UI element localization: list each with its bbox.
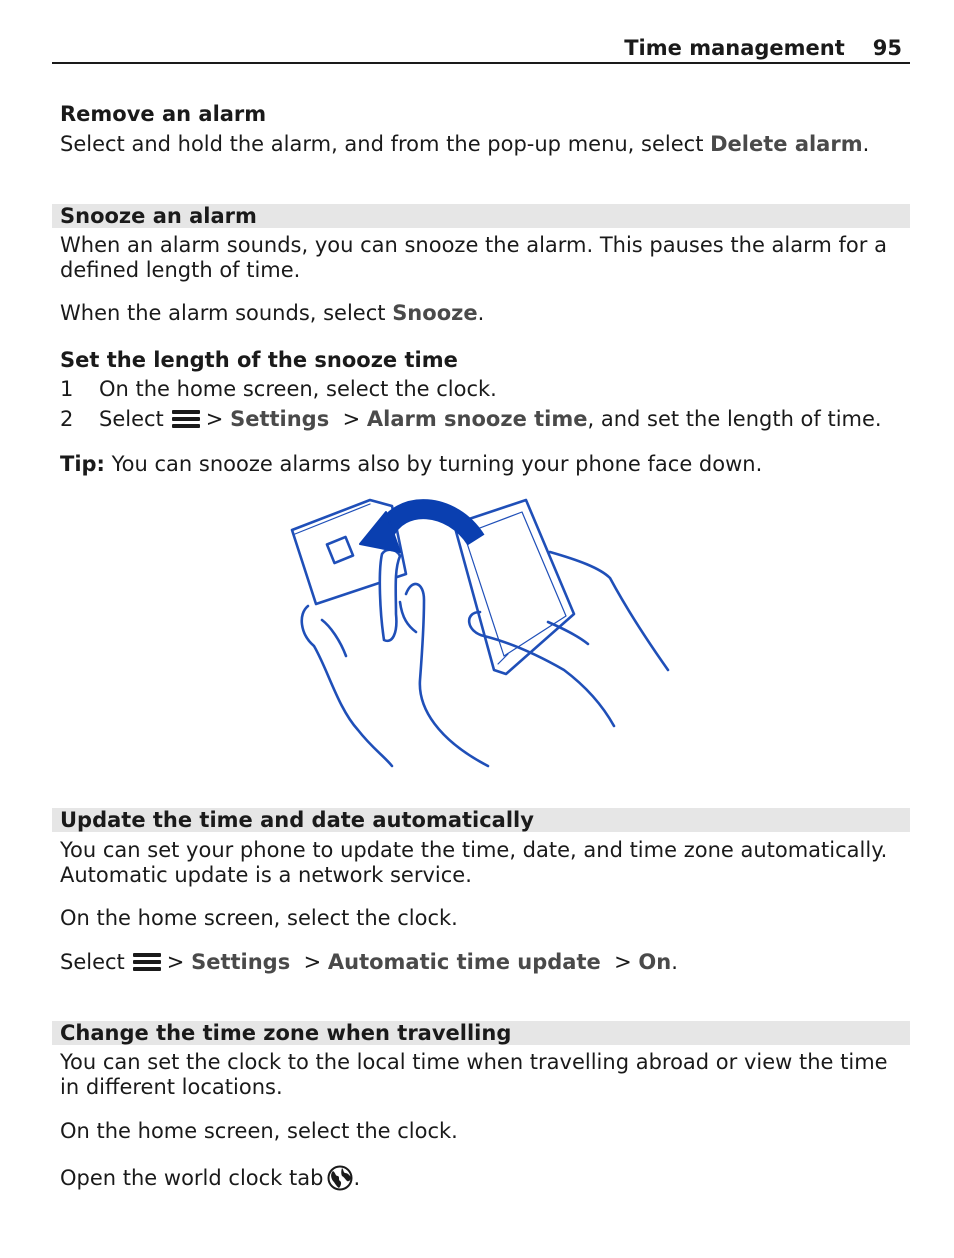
snooze-instruction-end: .: [477, 301, 485, 325]
remove-alarm-text-end: .: [862, 132, 870, 156]
world-clock-instruction: [60, 1165, 910, 1191]
tip: [60, 452, 910, 477]
tip-text: You can snooze alarms also by turning your phone face down.: [104, 452, 763, 476]
snooze-instruction-start: When the alarm sounds, select: [60, 301, 393, 325]
select-label: Select: [60, 950, 125, 974]
header-section-title: Time management: [624, 36, 845, 60]
menu-icon: [133, 952, 161, 972]
step-text: [99, 407, 882, 432]
timezone-heading: Change the time zone when travelling: [52, 1021, 910, 1045]
auto-update-intro: You can set your phone to update the time, date, and time zone automatically. Automatic update is a network service.: [60, 838, 888, 887]
snooze-instruction: [60, 301, 910, 326]
step-2: [60, 407, 910, 432]
step-text: On the home screen, select the clock.: [99, 377, 497, 401]
remove-alarm-text-start: Select and hold the alarm, and from the pop-up menu, select: [60, 132, 711, 156]
auto-update-home: On the home screen, select the clock.: [60, 906, 458, 930]
path-separator: >: [614, 950, 632, 974]
world-clock-text: Open the world clock tab: [60, 1166, 324, 1190]
on-option: On: [638, 950, 672, 974]
path-end: .: [671, 950, 678, 974]
automatic-time-update-option: Automatic time update: [327, 950, 601, 974]
menu-icon: [172, 409, 200, 429]
snooze-heading: Snooze an alarm: [52, 204, 910, 228]
settings-option: Settings: [191, 950, 291, 974]
remove-alarm-title: Remove an alarm: [60, 102, 267, 126]
step-1: [60, 377, 910, 402]
running-header: [52, 34, 910, 64]
step-number: 1: [60, 377, 74, 401]
globe-icon: [327, 1165, 353, 1191]
step-number: 2: [60, 407, 74, 431]
snooze-length-title: Set the length of the snooze time: [60, 348, 458, 372]
turn-phone-illustration: [288, 494, 678, 770]
auto-update-heading: Update the time and date automatically: [52, 808, 910, 832]
snooze-option: Snooze: [392, 301, 478, 325]
path-separator: >: [342, 407, 361, 431]
world-clock-text-end: .: [353, 1166, 361, 1190]
path-separator: >: [166, 950, 185, 974]
alarm-snooze-time-option: Alarm snooze time: [366, 407, 588, 431]
step-select-label: Select: [99, 407, 164, 431]
settings-option: Settings: [230, 407, 330, 431]
auto-update-path: [60, 950, 910, 975]
tip-label: Tip:: [60, 452, 105, 476]
delete-alarm-option: Delete alarm: [710, 132, 863, 156]
snooze-intro: When an alarm sounds, you can snooze the alarm. This pauses the alarm for a defined length of time.: [60, 233, 887, 282]
timezone-home: On the home screen, select the clock.: [60, 1119, 458, 1143]
remove-alarm-text: [60, 132, 910, 157]
timezone-intro: You can set the clock to the local time when travelling abroad or view the time in different locations.: [60, 1050, 888, 1099]
path-separator: >: [303, 950, 322, 974]
step-text-end: , and set the length of time.: [587, 407, 882, 431]
page-number: 95: [872, 36, 902, 60]
path-separator: >: [205, 407, 224, 431]
